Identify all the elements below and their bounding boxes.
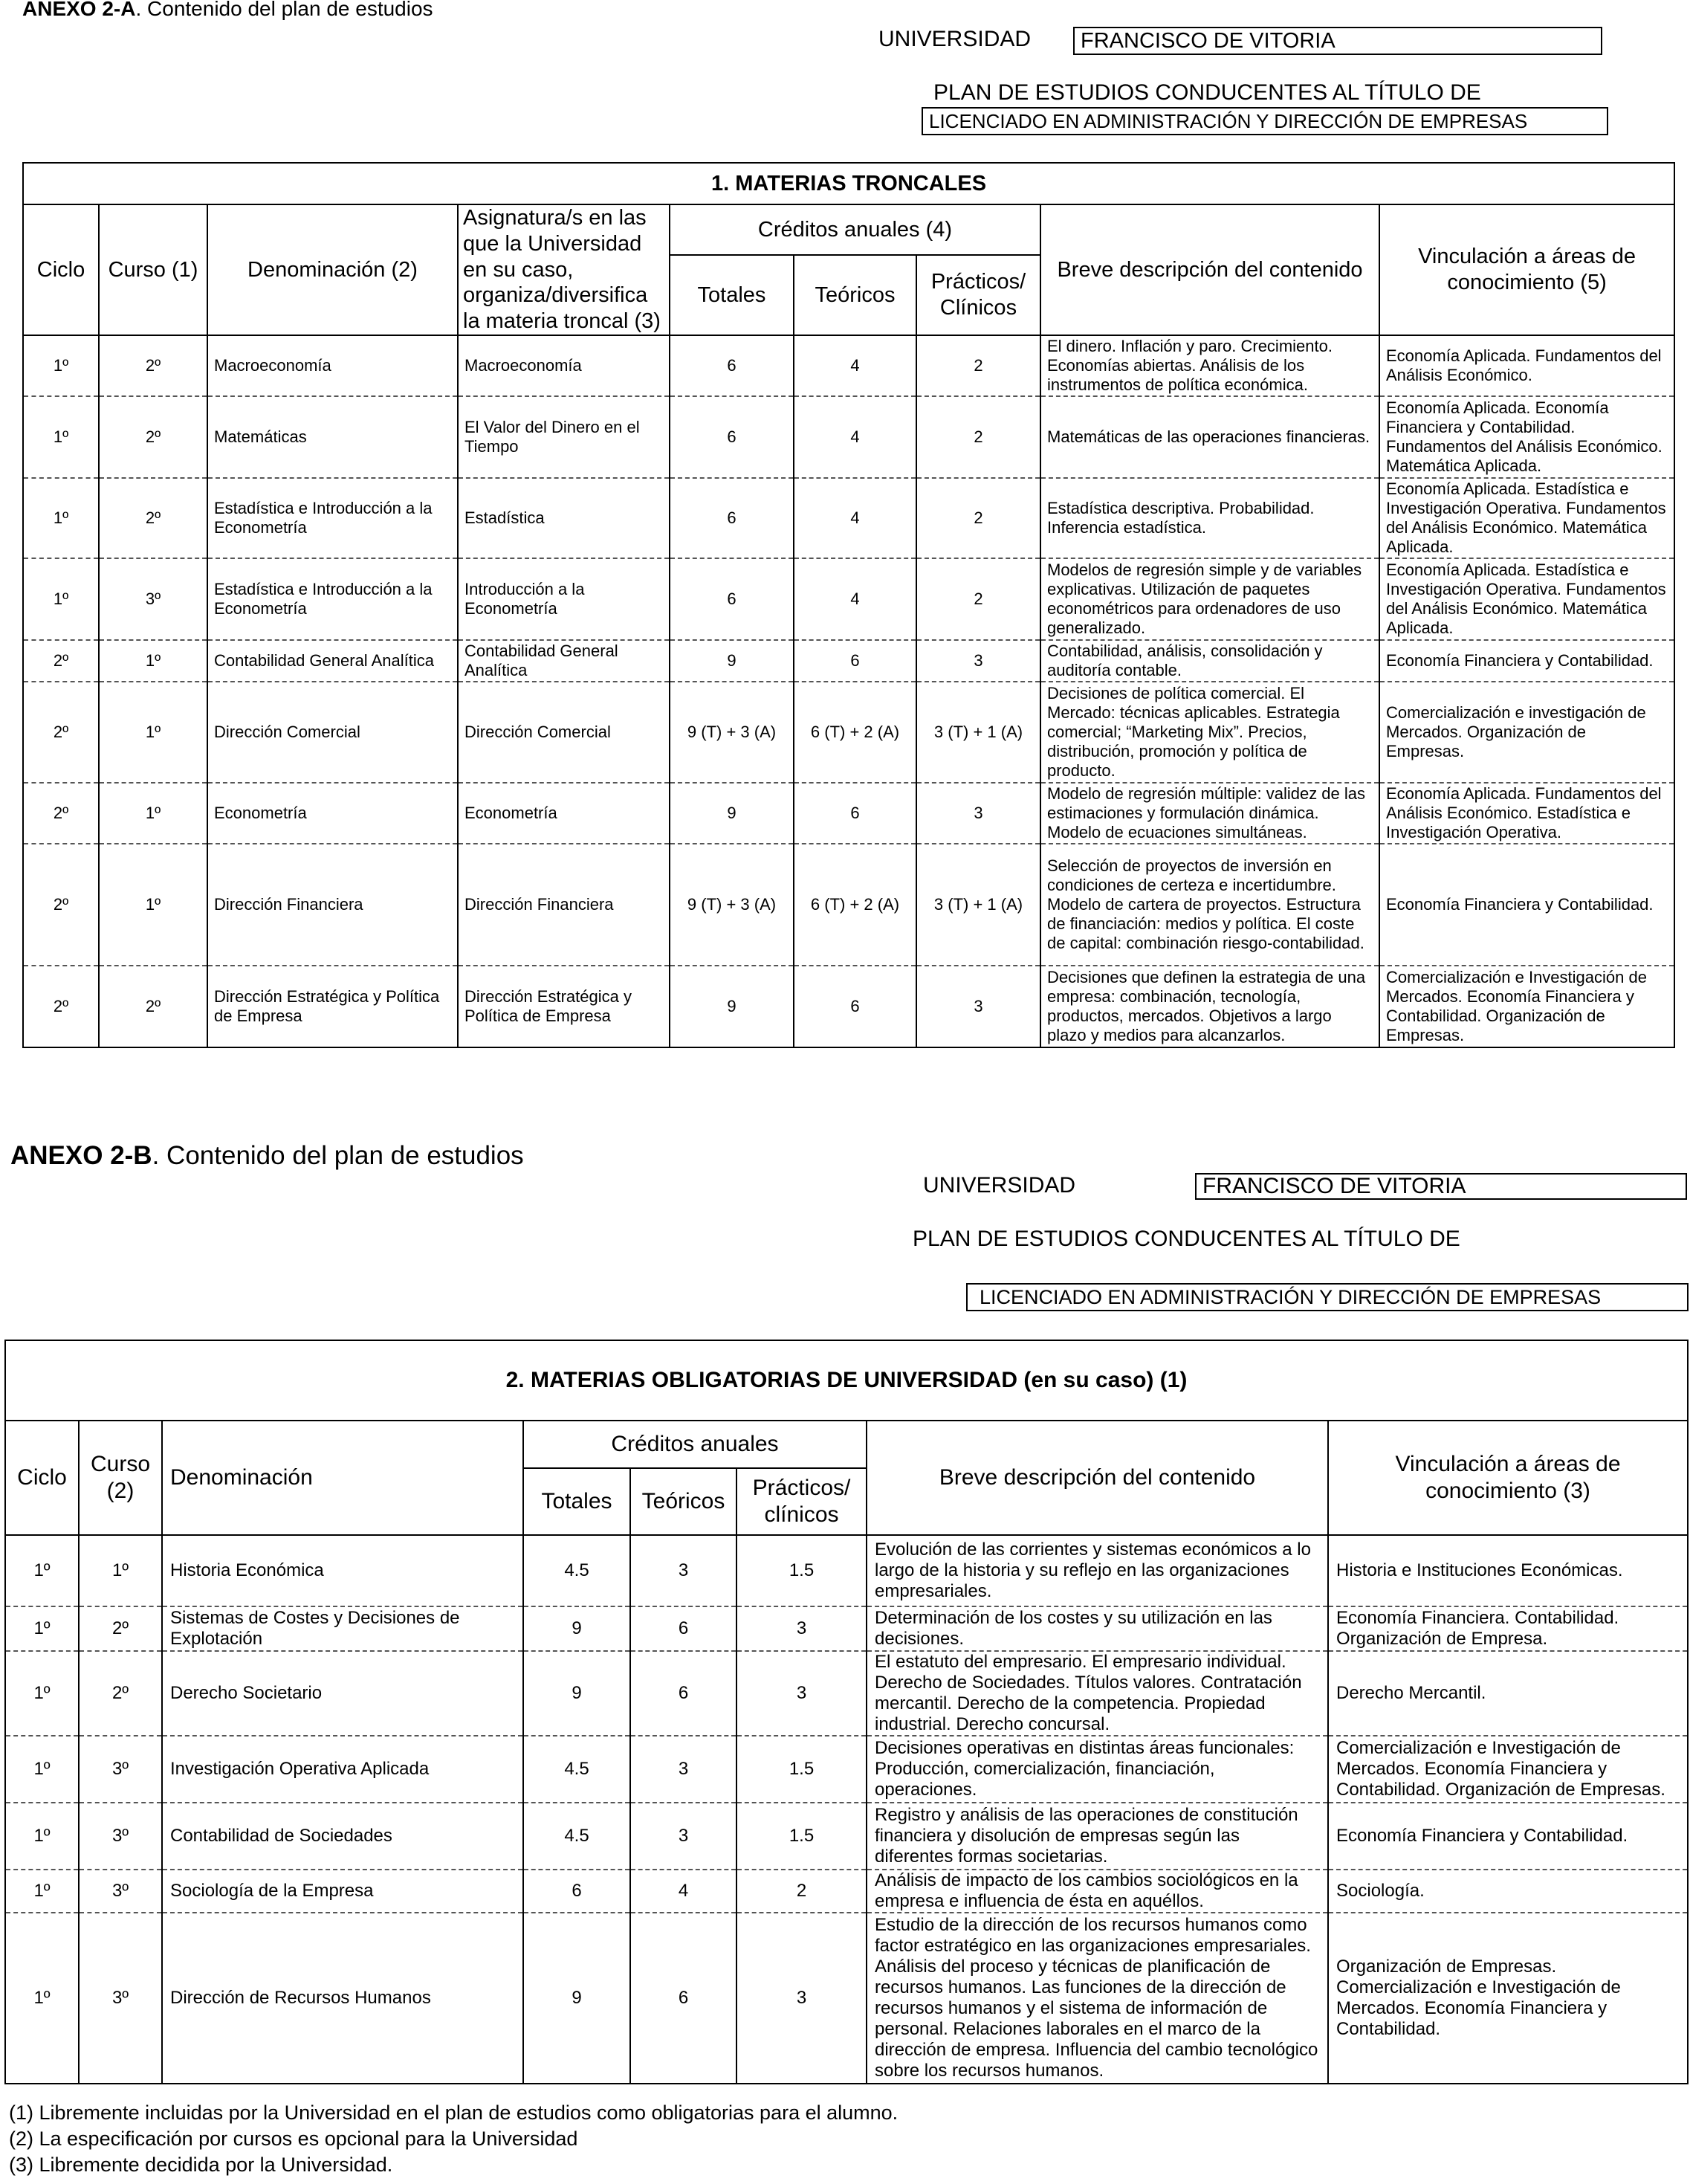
cell-teoricos: 4 — [794, 558, 916, 640]
cell-asignatura: Introducción a la Econometría — [458, 558, 670, 640]
cell-totales: 9 (T) + 3 (A) — [670, 682, 794, 783]
cell-practicos: 1.5 — [736, 1736, 867, 1803]
cell-denominacion: Derecho Societario — [162, 1651, 523, 1736]
header-denominacion: Denominación (2) — [207, 204, 458, 335]
cell-denominacion: Sociología de la Empresa — [162, 1870, 523, 1913]
cell-denominacion: Investigación Operativa Aplicada — [162, 1736, 523, 1803]
cell-curso: 3º — [79, 1736, 162, 1803]
annex-b-plan-label: PLAN DE ESTUDIOS CONDUCENTES AL TÍTULO DE — [913, 1227, 1460, 1251]
cell-vinculacion: Comercialización e Investigación de Mercados. Economía Financiera y Contabilidad. Organización de Empresas. — [1328, 1736, 1688, 1803]
cell-vinculacion: Derecho Mercantil. — [1328, 1651, 1688, 1736]
header-vinculacion: Vinculación a áreas de conocimiento (3) — [1328, 1421, 1688, 1535]
cell-vinculacion: Historia e Instituciones Económicas. — [1328, 1535, 1688, 1606]
cell-denominacion: Estadística e Introducción a la Econometría — [207, 478, 458, 558]
cell-ciclo: 2º — [23, 682, 99, 783]
table-row — [5, 1913, 1688, 2084]
header-denominacion: Denominación — [162, 1421, 523, 1535]
materias-troncales-table — [22, 162, 1675, 1048]
cell-totales: 6 — [670, 478, 794, 558]
cell-teoricos: 3 — [630, 1803, 736, 1870]
table-row — [23, 335, 1674, 396]
cell-descripcion: El dinero. Inflación y paro. Crecimiento. Economías abiertas. Análisis de los instrumentos de política económica. — [1040, 335, 1379, 396]
cell-descripcion: Decisiones que definen la estrategia de una empresa: combinación, tecnología, productos, mercados. Objetivos a largo plazo y medios para alcanzarlos. — [1040, 966, 1379, 1047]
header-creditos: Créditos anuales (4) — [670, 204, 1040, 255]
table-row — [23, 478, 1674, 558]
header-teoricos: Teóricos — [630, 1468, 736, 1535]
header-curso: Curso (2) — [79, 1421, 162, 1535]
cell-totales: 9 (T) + 3 (A) — [670, 844, 794, 966]
header-vinculacion: Vinculación a áreas de conocimiento (5) — [1379, 204, 1674, 335]
table-row — [5, 1803, 1688, 1870]
materias-troncales-body — [23, 335, 1674, 1047]
cell-teoricos: 3 — [630, 1736, 736, 1803]
cell-practicos: 3 — [736, 1651, 867, 1736]
cell-practicos: 3 — [736, 1606, 867, 1651]
cell-totales: 4.5 — [523, 1736, 630, 1803]
cell-descripcion: Contabilidad, análisis, consolidación y auditoría contable. — [1040, 640, 1379, 682]
cell-practicos: 1.5 — [736, 1803, 867, 1870]
cell-ciclo: 1º — [23, 396, 99, 478]
materias-obligatorias-table — [4, 1340, 1689, 2084]
cell-practicos: 2 — [916, 478, 1040, 558]
footnote-2: (2) La especificación por cursos es opcional para la Universidad — [9, 2128, 578, 2150]
cell-practicos: 2 — [916, 558, 1040, 640]
cell-vinculacion: Sociología. — [1328, 1870, 1688, 1913]
annex-b-titulo-value: LICENCIADO EN ADMINISTRACIÓN Y DIRECCIÓN DE EMPRESAS — [966, 1283, 1689, 1311]
table-row — [23, 640, 1674, 682]
cell-ciclo: 2º — [23, 783, 99, 844]
cell-descripcion: Modelos de regresión simple y de variables explicativas. Utilización de paquetes econométricos para ordenadores de uso generalizado. — [1040, 558, 1379, 640]
header-creditos: Créditos anuales — [523, 1421, 867, 1468]
cell-ciclo: 1º — [23, 558, 99, 640]
cell-descripcion: Estadística descriptiva. Probabilidad. Inferencia estadística. — [1040, 478, 1379, 558]
cell-totales: 9 — [523, 1651, 630, 1736]
cell-vinculacion: Economía Aplicada. Economía Financiera y Contabilidad. Fundamentos del Análisis Económico. Matemática Aplicada. — [1379, 396, 1674, 478]
cell-practicos: 3 — [736, 1913, 867, 2084]
cell-ciclo: 2º — [23, 966, 99, 1047]
cell-ciclo: 1º — [5, 1651, 79, 1736]
cell-descripcion: Selección de proyectos de inversión en condiciones de certeza e incertidumbre. Modelo de cartera de proyectos. Estructura de financiación: medios y política. El coste de capital: combinación riesgo-contabilidad. — [1040, 844, 1379, 966]
header-practicos: Prácticos/ clínicos — [736, 1468, 867, 1535]
cell-denominacion: Contabilidad General Analítica — [207, 640, 458, 682]
cell-teoricos: 6 — [794, 640, 916, 682]
materias-obligatorias-title: 2. MATERIAS OBLIGATORIAS DE UNIVERSIDAD (en su caso) (1) — [5, 1340, 1688, 1421]
cell-ciclo: 1º — [5, 1736, 79, 1803]
cell-denominacion: Dirección Comercial — [207, 682, 458, 783]
cell-vinculacion: Economía Financiera y Contabilidad. — [1328, 1803, 1688, 1870]
cell-vinculacion: Comercialización e investigación de Mercados. Organización de Empresas. — [1379, 682, 1674, 783]
table-row — [5, 1870, 1688, 1913]
cell-curso: 2º — [99, 478, 207, 558]
header-asignatura: Asignatura/s en las que la Universidad en su caso, organiza/diversifica la materia troncal (3) — [458, 204, 670, 335]
cell-teoricos: 6 (T) + 2 (A) — [794, 844, 916, 966]
header-descripcion: Breve descripción del contenido — [867, 1421, 1328, 1535]
annex-a-universidad-value: FRANCISCO DE VITORIA — [1073, 27, 1602, 55]
cell-denominacion: Contabilidad de Sociedades — [162, 1803, 523, 1870]
cell-asignatura: Dirección Financiera — [458, 844, 670, 966]
cell-vinculacion: Economía Aplicada. Fundamentos del Análisis Económico. Estadística e Investigación Operativa. — [1379, 783, 1674, 844]
header-ciclo: Ciclo — [23, 204, 99, 335]
table-row — [23, 682, 1674, 783]
materias-troncales-title: 1. MATERIAS TRONCALES — [23, 163, 1674, 204]
cell-ciclo: 1º — [5, 1870, 79, 1913]
cell-vinculacion: Economía Aplicada. Fundamentos del Análisis Económico. — [1379, 335, 1674, 396]
cell-asignatura: Dirección Estratégica y Política de Empresa — [458, 966, 670, 1047]
cell-practicos: 3 — [916, 966, 1040, 1047]
header-totales: Totales — [523, 1468, 630, 1535]
cell-curso: 1º — [99, 844, 207, 966]
cell-practicos: 2 — [736, 1870, 867, 1913]
cell-ciclo: 1º — [23, 335, 99, 396]
cell-totales: 9 — [670, 783, 794, 844]
table-row — [5, 1736, 1688, 1803]
table-row — [23, 966, 1674, 1047]
header-ciclo: Ciclo — [5, 1421, 79, 1535]
cell-totales: 9 — [670, 640, 794, 682]
annex-b-universidad-label: UNIVERSIDAD — [923, 1173, 1076, 1198]
annex-a-title-bold: ANEXO 2-A — [22, 0, 136, 20]
cell-totales: 6 — [670, 335, 794, 396]
table-row — [5, 1651, 1688, 1736]
cell-curso: 3º — [79, 1913, 162, 2084]
cell-teoricos: 6 — [794, 783, 916, 844]
cell-curso: 1º — [99, 682, 207, 783]
cell-ciclo: 1º — [23, 478, 99, 558]
cell-asignatura: Estadística — [458, 478, 670, 558]
cell-curso: 2º — [79, 1651, 162, 1736]
cell-curso: 1º — [79, 1535, 162, 1606]
cell-descripcion: Estudio de la dirección de los recursos humanos como factor estratégico en las organizaciones empresariales. Análisis del proceso y técnicas de planificación de recursos humanos. Las funciones de la dirección de recursos humanos y el sistema de información de personal. Relaciones laborales en el marco de la dirección de empresa. Influencia del cambio tecnológico sobre los recursos humanos. — [867, 1913, 1328, 2084]
cell-vinculacion: Economía Aplicada. Estadística e Investigación Operativa. Fundamentos del Análisis Económico. Matemática Aplicada. — [1379, 558, 1674, 640]
header-teoricos: Teóricos — [794, 255, 916, 335]
cell-descripcion: Decisiones operativas en distintas áreas funcionales: Producción, comercialización, financiación, operaciones. — [867, 1736, 1328, 1803]
cell-totales: 4.5 — [523, 1535, 630, 1606]
cell-practicos: 2 — [916, 396, 1040, 478]
footnotes — [9, 2100, 898, 2178]
cell-totales: 9 — [523, 1913, 630, 2084]
table-row — [5, 1535, 1688, 1606]
cell-ciclo: 2º — [23, 640, 99, 682]
annex-a-plan-label: PLAN DE ESTUDIOS CONDUCENTES AL TÍTULO DE — [933, 80, 1481, 105]
header-practicos: Prácticos/ Clínicos — [916, 255, 1040, 335]
cell-curso: 2º — [99, 966, 207, 1047]
cell-teoricos: 4 — [630, 1870, 736, 1913]
cell-curso: 3º — [99, 558, 207, 640]
annex-b-title — [10, 1141, 524, 1171]
footnote-3: (3) Libremente decidida por la Universidad. — [9, 2154, 393, 2176]
cell-curso: 2º — [99, 335, 207, 396]
cell-practicos: 3 — [916, 783, 1040, 844]
cell-denominacion: Historia Económica — [162, 1535, 523, 1606]
cell-totales: 6 — [670, 558, 794, 640]
cell-curso: 2º — [99, 396, 207, 478]
cell-vinculacion: Economía Financiera. Contabilidad. Organización de Empresa. — [1328, 1606, 1688, 1651]
cell-asignatura: Dirección Comercial — [458, 682, 670, 783]
cell-denominacion: Estadística e Introducción a la Econometría — [207, 558, 458, 640]
cell-denominacion: Matemáticas — [207, 396, 458, 478]
cell-descripcion: Matemáticas de las operaciones financieras. — [1040, 396, 1379, 478]
cell-denominacion: Sistemas de Costes y Decisiones de Explotación — [162, 1606, 523, 1651]
cell-asignatura: El Valor del Dinero en el Tiempo — [458, 396, 670, 478]
cell-ciclo: 1º — [5, 1606, 79, 1651]
cell-denominacion: Dirección Estratégica y Política de Empresa — [207, 966, 458, 1047]
cell-practicos: 2 — [916, 335, 1040, 396]
cell-ciclo: 1º — [5, 1803, 79, 1870]
cell-descripcion: Análisis de impacto de los cambios sociológicos en la empresa e influencia de ésta en aquéllos. — [867, 1870, 1328, 1913]
cell-curso: 1º — [99, 783, 207, 844]
cell-totales: 6 — [670, 396, 794, 478]
cell-teoricos: 4 — [794, 335, 916, 396]
cell-teoricos: 6 — [794, 966, 916, 1047]
cell-descripcion: Evolución de las corrientes y sistemas económicos a lo largo de la historia y su reflejo en las organizaciones empresariales. — [867, 1535, 1328, 1606]
cell-teoricos: 6 (T) + 2 (A) — [794, 682, 916, 783]
cell-practicos: 3 — [916, 640, 1040, 682]
cell-descripcion: Modelo de regresión múltiple: validez de las estimaciones y formulación dinámica. Modelo de ecuaciones simultáneas. — [1040, 783, 1379, 844]
cell-totales: 4.5 — [523, 1803, 630, 1870]
cell-denominacion: Dirección Financiera — [207, 844, 458, 966]
cell-denominacion: Dirección de Recursos Humanos — [162, 1913, 523, 2084]
table-row — [23, 396, 1674, 478]
cell-ciclo: 1º — [5, 1913, 79, 2084]
annex-b-title-rest: . Contenido del plan de estudios — [152, 1141, 524, 1170]
cell-teoricos: 4 — [794, 396, 916, 478]
cell-asignatura: Contabilidad General Analítica — [458, 640, 670, 682]
cell-ciclo: 1º — [5, 1535, 79, 1606]
cell-totales: 6 — [523, 1870, 630, 1913]
annex-a-title — [22, 0, 433, 21]
cell-denominacion: Econometría — [207, 783, 458, 844]
cell-practicos: 1.5 — [736, 1535, 867, 1606]
annex-a-title-rest: . Contenido del plan de estudios — [135, 0, 433, 20]
cell-ciclo: 2º — [23, 844, 99, 966]
cell-curso: 3º — [79, 1870, 162, 1913]
cell-descripcion: Determinación de los costes y su utilización en las decisiones. — [867, 1606, 1328, 1651]
cell-descripcion: Registro y análisis de las operaciones de constitución financiera y disolución de empresas según las diferentes formas societarias. — [867, 1803, 1328, 1870]
cell-curso: 3º — [79, 1803, 162, 1870]
cell-vinculacion: Economía Financiera y Contabilidad. — [1379, 844, 1674, 966]
table-row — [23, 783, 1674, 844]
table-row — [23, 844, 1674, 966]
cell-practicos: 3 (T) + 1 (A) — [916, 682, 1040, 783]
cell-curso: 1º — [99, 640, 207, 682]
cell-vinculacion: Economía Financiera y Contabilidad. — [1379, 640, 1674, 682]
cell-asignatura: Econometría — [458, 783, 670, 844]
table-row — [23, 558, 1674, 640]
cell-vinculacion: Comercialización e Investigación de Mercados. Economía Financiera y Contabilidad. Organización de Empresas. — [1379, 966, 1674, 1047]
annex-a-titulo-value: LICENCIADO EN ADMINISTRACIÓN Y DIRECCIÓN DE EMPRESAS — [922, 107, 1608, 135]
header-totales: Totales — [670, 255, 794, 335]
cell-teoricos: 6 — [630, 1913, 736, 2084]
cell-totales: 9 — [523, 1606, 630, 1651]
cell-curso: 2º — [79, 1606, 162, 1651]
cell-teoricos: 6 — [630, 1651, 736, 1736]
cell-teoricos: 6 — [630, 1606, 736, 1651]
materias-obligatorias-body — [5, 1535, 1688, 2084]
cell-denominacion: Macroeconomía — [207, 335, 458, 396]
cell-vinculacion: Economía Aplicada. Estadística e Investigación Operativa. Fundamentos del Análisis Económico. Matemática Aplicada. — [1379, 478, 1674, 558]
header-curso: Curso (1) — [99, 204, 207, 335]
table-row — [5, 1606, 1688, 1651]
cell-teoricos: 3 — [630, 1535, 736, 1606]
annex-a-universidad-label: UNIVERSIDAD — [878, 27, 1032, 51]
annex-b-title-bold: ANEXO 2-B — [10, 1141, 152, 1170]
annex-b-universidad-value: FRANCISCO DE VITORIA — [1195, 1173, 1687, 1200]
cell-vinculacion: Organización de Empresas. Comercialización e Investigación de Mercados. Economía Financiera y Contabilidad. — [1328, 1913, 1688, 2084]
cell-asignatura: Macroeconomía — [458, 335, 670, 396]
header-descripcion: Breve descripción del contenido — [1040, 204, 1379, 335]
cell-totales: 9 — [670, 966, 794, 1047]
cell-descripcion: Decisiones de política comercial. El Mercado: técnicas aplicables. Estrategia comercial; “Marketing Mix”. Precios, distribución, promoción y política de producto. — [1040, 682, 1379, 783]
cell-descripcion: El estatuto del empresario. El empresario individual. Derecho de Sociedades. Títulos valores. Contratación mercantil. Derecho de la competencia. Propiedad industrial. Derecho concursal. — [867, 1651, 1328, 1736]
cell-practicos: 3 (T) + 1 (A) — [916, 844, 1040, 966]
cell-teoricos: 4 — [794, 478, 916, 558]
footnote-1: (1) Libremente incluidas por la Universidad en el plan de estudios como obligatorias para el alumno. — [9, 2101, 899, 2124]
